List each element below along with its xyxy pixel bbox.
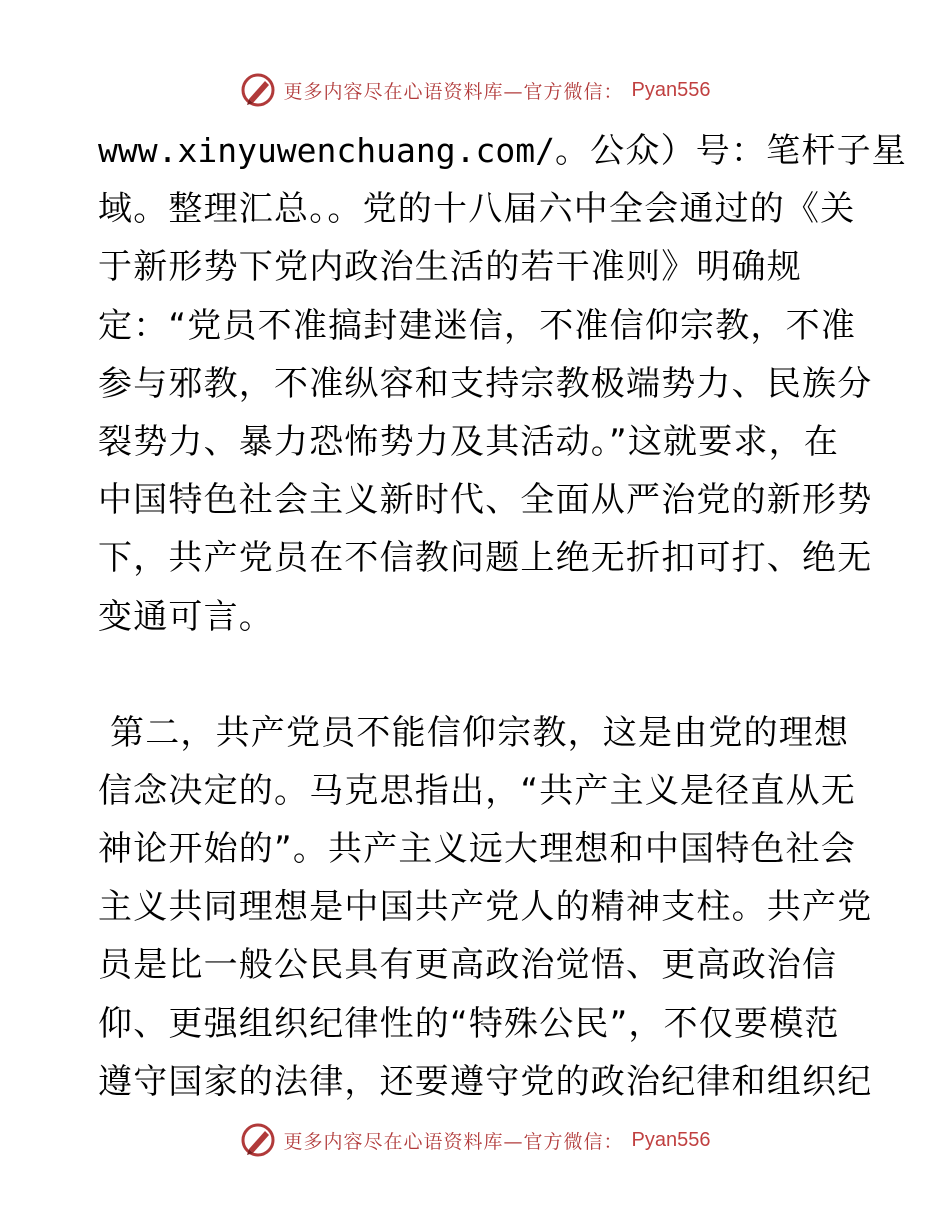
text-line: 仰、更强组织纪律性的“特殊公民”，不仅要模范	[98, 1003, 840, 1044]
text-line: 变通可言。	[98, 596, 274, 637]
text-line: 第二，共产党员不能信仰宗教，这是由党的理想	[110, 712, 850, 753]
paragraph-gap	[98, 646, 858, 704]
text-line: 域。整理汇总。。党的十八届六中全会通过的《关	[98, 189, 856, 230]
text-line: 裂势力、暴力恐怖势力及其活动。”这就要求，在	[98, 421, 840, 462]
banner-wechat-id: Pyan556	[631, 78, 711, 101]
pen-logo-icon	[240, 72, 276, 108]
text-line: 主义共同理想是中国共产党人的精神支柱。共产党	[98, 887, 873, 928]
pen-logo-icon	[240, 1122, 276, 1158]
banner-text: 更多内容尽在心语资料库—官方微信：	[283, 80, 624, 103]
header-banner	[0, 68, 950, 112]
banner-wechat-id: Pyan556	[631, 1128, 711, 1151]
website-url: www.xinyuwenchuang.com/	[98, 131, 555, 170]
banner-text: 更多内容尽在心语资料库—官方微信：	[283, 1130, 624, 1153]
text-line: 员是比一般公民具有更高政治觉悟、更高政治信	[98, 945, 838, 986]
text-line: 信念决定的。马克思指出，“共产主义是径直从无	[98, 770, 857, 811]
text-line: 下，共产党员在不信教问题上绝无折扣可打、绝无	[98, 538, 873, 579]
text-line: 于新形势下党内政治生活的若干准则》明确规	[98, 247, 802, 288]
footer-banner	[0, 1118, 950, 1162]
text-line: www.xinyuwenchuang.com/。公众）号：笔杆子星	[98, 131, 907, 171]
text-line: 神论开始的”。共产主义远大理想和中国特色社会	[98, 829, 857, 870]
text-line: 遵守国家的法律，还要遵守党的政治纪律和组织纪	[98, 1061, 873, 1102]
document-body	[98, 122, 907, 1111]
text-line: 中国特色社会主义新时代、全面从严治党的新形势	[98, 480, 873, 521]
text-line: 参与邪教，不准纵容和支持宗教极端势力、民族分	[98, 363, 873, 404]
text-line: 定：“党员不准搞封建迷信，不准信仰宗教，不准	[98, 305, 857, 346]
